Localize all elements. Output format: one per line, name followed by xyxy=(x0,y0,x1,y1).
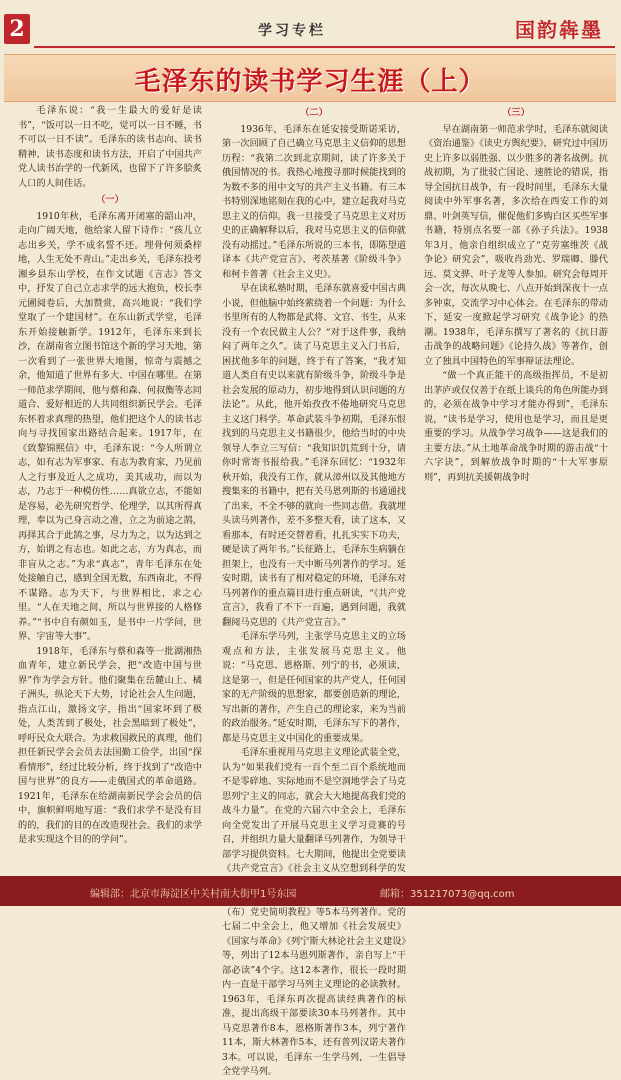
paragraph: 毛泽东学马列，主张学马克思主义的立场观点和方法，主张发展马克思主义。他说：“马克思、恩格斯、列宁的书，必须读，这是第一，但是任何国家的共产党人，任何国家的无产阶级的思想家，都要创造新的理论，写出新的著作，产生自己的理论家，来为当前的政治服务。”延安时期，毛泽东写下的著作，都是马克思主义中国化的重要成果。 xyxy=(222,631,406,744)
paragraph: 早在读私塾时期，毛泽东就喜爱中国古典小说，但他脑中始终萦绕着一个问题：为什么书里所有的人物都是武将、文官、书生，从来没有一个农民做主人公？“对于这件事，我纳闷了两年之久”。读了马克思主义入门书后，困扰他多年的问题，终于有了答案，“我才知道人类自有史以来就有阶级斗争，阶级斗争是社会发展的原动力，初步地得到认识问题的方法论”。从此，他开始孜孜不倦地研究马克思主义这门科学。革命武装斗争初期，毛泽东恨找到的马克思主义书籍很少，他给当时的中央领导人李立三写信：“我知识饥荒到十分，请你时常寄书报给我。”毛泽东回忆：“1932年秋开始，我没有工作，就从漳州以及其他地方搜集来的书籍中，把有关马恩列斯的书通通找了出来，不全不够的就向一些同志借。我就埋头读马列著作，差不多整天看，读了这本，又看那本，有时还交替着看，扎扎实实下功夫，硬是读了两年书。”长征路上，毛泽东生病躺在担架上，也没有一天中断马列著作的学习。延安时期，读书有了相对稳定的环境，毛泽东对马列著作的重点篇目进行重点研读，“《共产党宣言》，我看了不下一百遍，遇到问题，我就翻阅马克思的《共产党宣言》。” xyxy=(222,283,406,628)
editor-address: 编辑部：北京市海淀区中关村南大街甲1号东园 xyxy=(90,889,297,900)
paragraph: 毛泽东说：“我一生最大的爱好是读书”，“饭可以一日不吃，觉可以一日不睡，书不可以一日不读”。毛泽东的读书志向、读书精神、读书态度和读书方法，开启了中国共产党人读书治学的一代新风，也留下了许多脍炙人口的人间佳话。 xyxy=(18,105,202,189)
brand-logo: 国韵犇墨 xyxy=(515,18,603,42)
page-footer xyxy=(0,876,621,906)
section-heading: （三） xyxy=(502,107,530,118)
column-1 xyxy=(18,104,202,874)
header-rule xyxy=(34,46,615,48)
page-header xyxy=(0,0,621,52)
column-2 xyxy=(222,104,406,1077)
article-title: 毛泽东的读书学习生涯（上） xyxy=(134,67,486,97)
paragraph: 1918年，毛泽东与蔡和森等一批湖湘热血青年，建立新民学会，把“改造中国与世界”作为学会方针。他们聚集在岳麓山上、橘子洲头，纵论天下大势，讨论社会人生问题，指点江山，激扬文字，指出“国家坏到了极处，人类苦到了极处，社会黑暗到了极处”，呼吁民众大联合。为求救国救民的真理，他们担任新民学会会员去法国勤工俭学，出国“探看情形”，经过比较分析，终于找到了“改造中国与世界”的良方——走俄国式的革命道路。1921年，毛泽东在给湖南新民学会会员的信中，旗帜鲜明地写道：“我们求学不是没有目的的，我们的目的在改造现社会。我们的求学是求实现这个目的的学问”。 xyxy=(18,645,202,845)
column-3 xyxy=(424,104,608,874)
paragraph: 毛泽东重视用马克思主义理论武装全党，认为“如果我们党有一百个至二百个系统地而不是零碎地、实际地而不是空洞地学会了马克思列宁主义的同志，就会大大地提高我们党的战斗力量”。在党的六届六中全会上，毛泽东向全党发出了开展马克思主义学习竞赛的号召，并组织力量大量翻译马列著作，为领导干部学习提供资料。七大期间，他提出全党要读《共产党宣言》《社会主义从空想到科学的发 （布）党史简明教程》等5本马列著作。党的七届二中全会上，他又增加《社会发展史》《国家与革命》《列宁斯大林论社会主义建设》等，列出了12本马恩列斯著作，亲自写上“干部必读”4个字。这12本著作，很长一段时期内一直是干部学习马列主义理论的必读教材。1963年，毛泽东再次提高读经典著作的标准，提出高级干部要读30本马列著作。其中马克思著作8本，恩格斯著作3本，列宁著作11本，斯大林著作5本，还有普列汉诺夫著作3本。可以说，毛泽东一生学马列，一生倡导全党学马列。 xyxy=(222,747,406,1077)
title-banner xyxy=(4,54,616,102)
page-number: 2 xyxy=(4,14,30,44)
paragraph: 早在湖南第一师范求学时，毛泽东就阅读《资治通鉴》《读史方舆纪要》，研究过中国历史上许多以弱胜强、以少胜多的著名战例。抗战初期，为了批驳亡国论、速胜论的错误，指导全国抗日战争，有一段时间里，毛泽东大量阅读中外军事名著，多次给在西安工作的刘鼎、叶剑英写信，催促他们多购白区买些军事书籍，特别点名要一部《孙子兵法》。1938年3月，他亲自组织成立了“克劳塞维茨《战争论》研究会”，吸收肖劲光、罗瑞卿、滕代远、莫文骅、叶子龙等人参加。研究会每周开会一次，每次从晚七、八点开始到深夜十一点多钟束，交流学习中心体会。在毛泽东的带动下，延安一度掀起学习研究《战争论》的热潮。1938年，毛泽东撰写了著名的《抗日游击战争的战略问题》《论持久战》等著作，创立了独具中国特色的军事辩证法理论。 xyxy=(424,123,608,367)
paragraph: “做一个真正能干的高级指挥员，不是初出茅庐或仅仅善于在纸上谈兵的角色所能办到的，必须在战争中学习才能办得到”，毛泽东说，“读书是学习，使用也是学习，而且是更重要的学习。从战争学习战争——这是我们的主要方法。”从土地革命战争时期的游击战“十六字诀”，到解放战争时期的“十大军事原则”，再到抗美援朝战争时 xyxy=(424,370,608,483)
section-heading: （二） xyxy=(300,107,328,118)
section-heading: （一） xyxy=(96,194,124,205)
paragraph: 1936年，毛泽东在延安接受斯诺采访，第一次回顾了自己确立马克思主义信仰的思想历程：“我第二次到北京期间，读了许多关于俄国情况的书。我热心地搜寻那时候能找到的为数不多的用中文写的共产主义书籍。有三本书特别深地铭刻在我的心中，建立起我对马克思主义的信仰。我一旦接受了马克思主义对历史的正确解释以后，我对马克思主义的信仰就没有动摇过。”毛泽东所说的三本书，即陈望道译本《共产党宣言》、考茨基著《阶级斗争》和柯卡普著《社会主义史》。 xyxy=(222,123,406,280)
contact-email: 邮箱：351217073@qq.com xyxy=(380,889,515,900)
paragraph: 1910年秋，毛泽东离开闭塞的韶山冲，走向广阔天地，他给家人留下诗作：“孩儿立志出乡关，学不成名誓不还。埋骨何须桑梓地，人生无处不青山。”走出乡关，毛泽东投考湘乡县东山学校，在作文试题《言志》答文中，抒发了自己立志求学的远大抱负，校长李元圃阅卷后，大加赞赏，高兴地说：“我们学堂取了一个建国材”。在东山新式学堂，毛泽东开始接触新学。1912年，毛泽东来到长沙，在湖南省立图书馆这个新的学习天地，第一次看到了一张世界大地图，惊奇与震撼之余，他知道了世界有多大、中国在哪里。在第一师范求学期间，他与蔡和森、何叔衡等志同道合、爱好相近的人共同组织新民学会。毛泽东怀着求真理的热望，他们把这个人的读书志向与寻找国家出路结合起来。1917年，在《致黎锦熙信》中，毛泽东说：“今人所谓立志，如有志为军事家、有志为教育家，乃见前人之行事及近人之成功，美其成功，而以为志，乃志于一种模仿性……真欲立志，不能如是容易，必先研究哲学、伦理学，以其所得真理，奉以为己身言动之准，立之为前途之鹄，再择其合于此鹄之事，尽力为之，以为达到之方，始谓之有志也。如此之志，方为真志，而非盲从之志。”为求“真志”，青年毛泽东在处处接触自己，感到全国无数，东西南北，不得不谋路。志为天下，与世界相比，求之心里。“人在天地之间，所以与世界接的人格修养。”“书中自有颜如玉，是书中一片学问，世界、宇宙等大事”。 xyxy=(18,210,202,642)
column-name: 学习专栏 xyxy=(258,23,326,39)
